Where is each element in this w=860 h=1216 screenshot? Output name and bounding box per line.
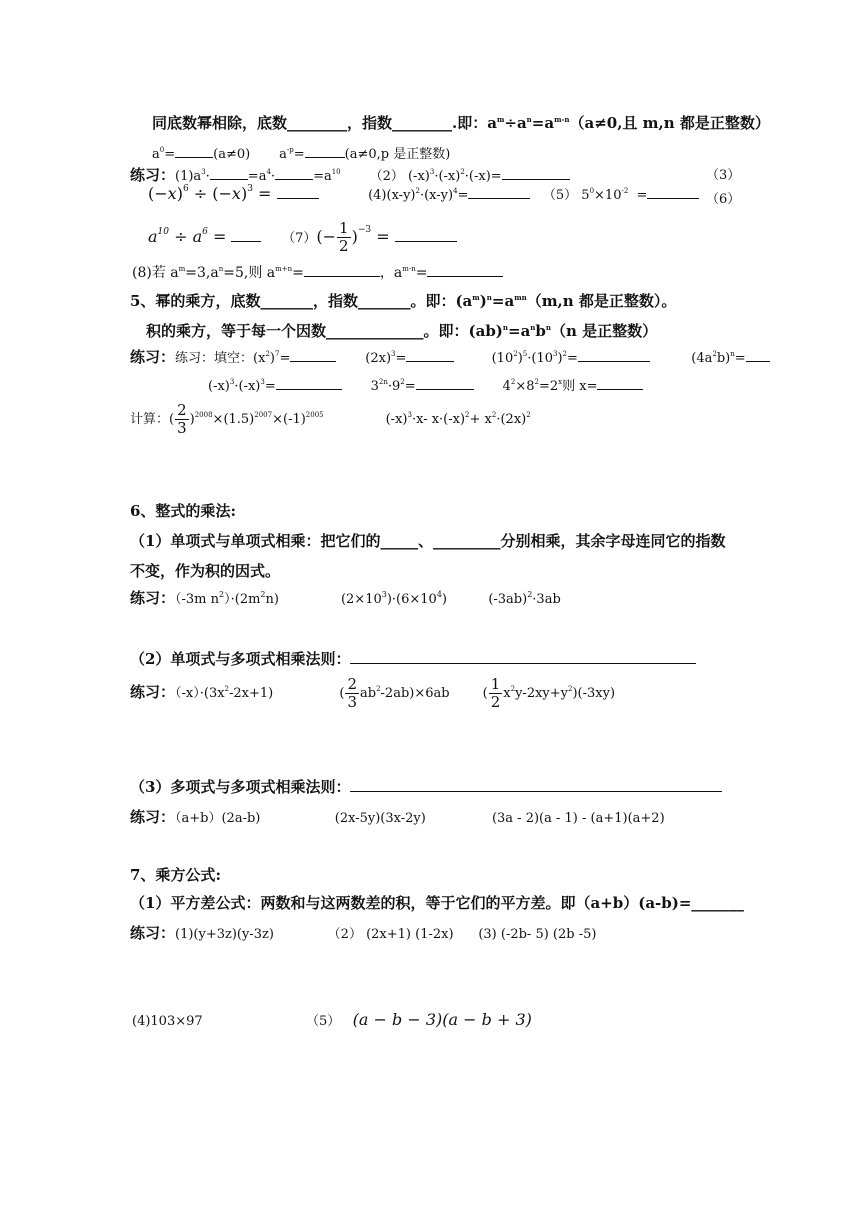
ex3-label: （3） [706, 168, 741, 183]
sec7-practice-2: (4)103×97 （5） (a − b − 3)(a − b + 3) [132, 1010, 532, 1029]
sec7-title: 7、乘方公式: [130, 866, 221, 884]
sec6-1-rule-b: 不变，作为积的因式。 [130, 562, 281, 580]
practice-line-2: $(-x)^6 \div (-x)^3$ = $(4)(x-y)^2\cdot(x-y)^4=$ （5） $5^0\times 10^{-2}$ = [148, 184, 699, 203]
practice-line-1: 练习：$(1)a^3\cdot =a^4\cdot =a^{10}$ （2） $(-x)^3\cdot(-x)^2\cdot(-x)=$ [130, 164, 570, 185]
sec6-title: 6、整式的乘法: [130, 502, 236, 520]
sec7-ex5-expr: (a − b − 3)(a − b + 3) [352, 1010, 532, 1029]
fill-line-2: $(-x)^3\cdot(-x)^3=$ $3^{2n}\cdot 9^2=$ $4^2\times 8^2=2^x$则 x= [208, 375, 643, 394]
sec6-2-title: （2）单项式与多项式相乘法则： [130, 648, 696, 669]
fill-line-1: 练习：练习：填空：$(x^2)^7=$ $(2x)^3=$ $(10^2)^5\cdot(10^3)^2=$ $(4a^2b)^n=$ [130, 346, 770, 367]
sec6-3-title: （3）多项式与多项式相乘法则： [130, 776, 722, 797]
sec5-title: 5、幂的乘方，底数_______，指数_______。即：$(a^m)^n=a^{mn}(m,n$ 都是正整数）。 [130, 292, 677, 310]
zero-neg-power: $a^0= (a\ne 0)$ $a^{-p}= (a\ne 0,p$ 是正整数) [152, 146, 451, 162]
sec6-3-practice: 练习：（a+b）(2a-b) (2x-5y)(3x-2y) (3a - 2)(a - 1) - (a+1)(a+2) [130, 808, 665, 826]
compute-line: 计算：( $\frac{2}{3}$ )$^{2008}\times(1.5)^{2007}\times(-1)^{2005}$ $(-x)^3\cdot x-$ $x\cdot(-x)^2+ x^2\cdot(2x)^2$ [130, 401, 531, 437]
product-power-rule: 积的乘方，等于每一个因数_____________。即：$(ab)^n=a^nb^n(n$ 是正整数） [146, 322, 658, 340]
practice-line-3: $a^{10} \div a^6$ = （7）(− $\frac{1}{2}$ )$^{-3}$ = [148, 220, 457, 255]
rule-same-base-division: 同底数幂相除，底数________，指数________.即：$a^m\div a^n=a^{m-n}(a\ne 0$,且 m,n 都是正整数） [152, 114, 770, 132]
practice-line-4: (8)若 $a^m=3,a^n=5$,则 $a^{m+n}=$ ，$a^{m-n}=$ [132, 262, 503, 282]
ex6-label: （6） [706, 192, 741, 207]
sec7-1-rule: （1）平方差公式：两数和与这两数差的积，等于它们的平方差。即（a+b）(a-b)=_______ [130, 894, 744, 912]
sec6-1-practice: 练习：（-3m $n^2)\cdot(2m^2n)$ $(2\times 10^3)\cdot(6\times 10^4)$ $(-3ab)^2\cdot 3ab$ [130, 589, 561, 607]
sec7-practice: 练习：(1)(y+3z)(y-3z) （2） (2x+1) (1-2x) (3) (-2b- 5) (2b -5) [130, 924, 597, 942]
sec6-1-rule-a: （1）单项式与单项式相乘：把它们的_____、_________分别相乘，其余字母连同它的指数 [130, 532, 726, 550]
sec6-2-practice: 练习：$(-x)\cdot(3x^2-2x+1)$ ( $\frac{2}{3}$ $ab^2-2ab)\times 6ab$ ( $\frac{1}{2}$ $x^2y-2xy+y^2)(-3xy)$ [130, 675, 616, 711]
